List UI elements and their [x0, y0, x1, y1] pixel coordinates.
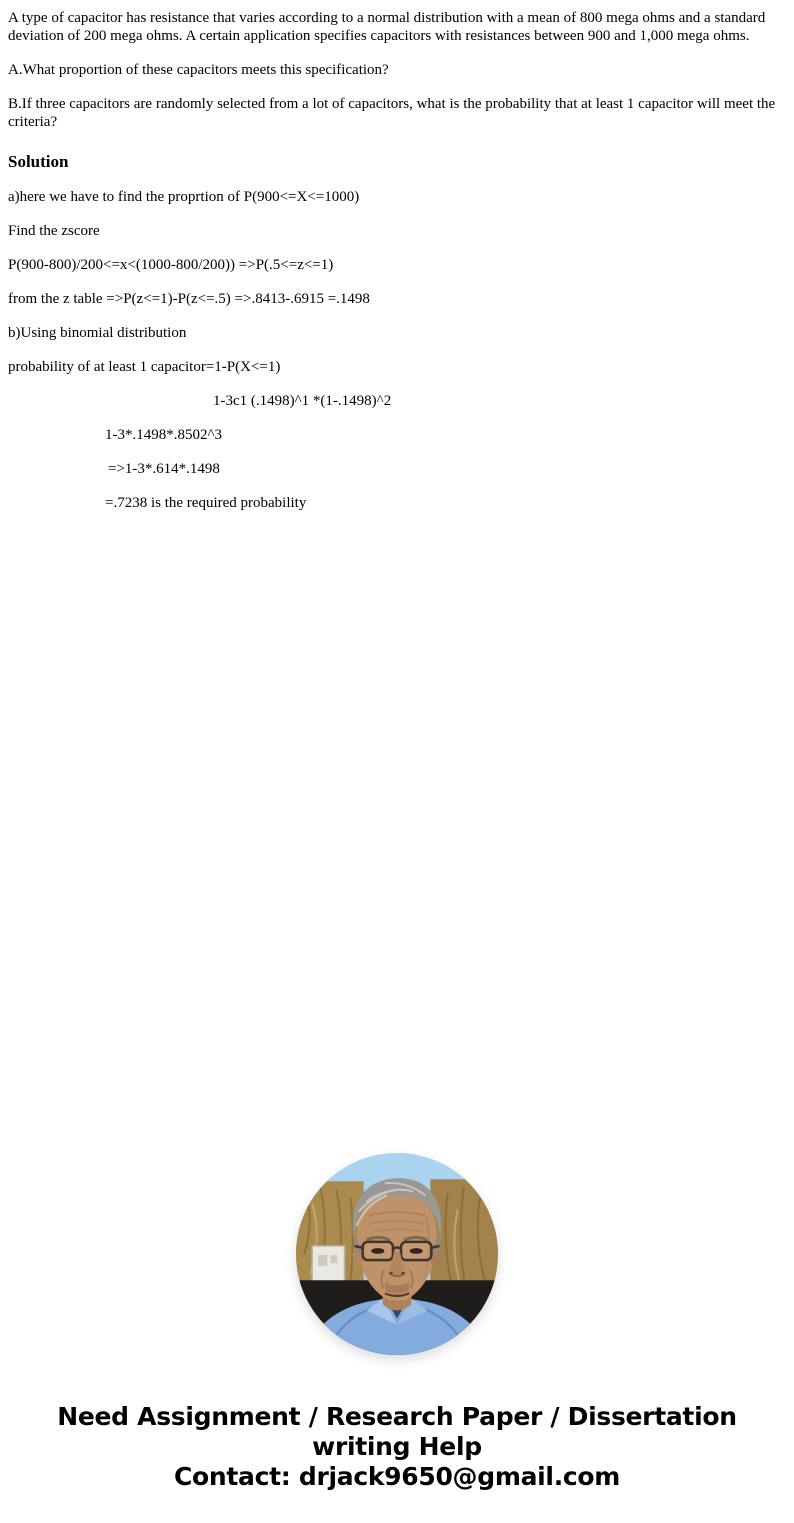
solution-step-5: b)Using binomial distribution [8, 325, 187, 341]
solution-step-10: =.7238 is the required probability [105, 495, 307, 511]
question-b: B.If three capacitors are randomly selected from a lot of capacitors, what is the probability that at least 1 capacitor will meet the criteria? [8, 96, 779, 130]
solution-step-2: Find the zscore [8, 223, 100, 239]
solution-step-4: from the z table =>P(z<=1)-P(z<=.5) =>.8413-.6915 =.1498 [8, 291, 370, 307]
solution-step-1: a)here we have to find the proprtion of P(900<=X<=1000) [8, 189, 360, 205]
solution-step-8: 1-3*.1498*.8502^3 [105, 427, 223, 443]
ad-contact-text: Contact: drjack9650@gmail.com [173, 1462, 621, 1491]
problem-statement: A type of capacitor has resistance that varies according to a normal distribution with a mean of 800 mega ohms and a standard deviation of 200 mega ohms. A certain application specifies capacitors with resistances between 900 and 1,000 mega ohms. [8, 10, 770, 44]
solution-step-7: 1-3c1 (.1498)^1 *(1-.1498)^2 [213, 393, 392, 409]
ad-banner [0, 1402, 794, 1492]
tutor-avatar [296, 1153, 498, 1355]
solution-step-3: P(900-800)/200<=x<(1000-800/200)) =>P(.5<=z<=1) [8, 257, 334, 273]
ad-help-text: Need Assignment / Research Paper / Dissertation writing Help [57, 1402, 737, 1461]
solution-heading: Solution [8, 152, 69, 171]
question-a: A.What proportion of these capacitors meets this specification? [8, 62, 389, 78]
solution-step-6: probability of at least 1 capacitor=1-P(X<=1) [8, 359, 281, 375]
solution-step-9: =>1-3*.614*.1498 [108, 461, 220, 477]
person-photo-icon [296, 1153, 498, 1355]
